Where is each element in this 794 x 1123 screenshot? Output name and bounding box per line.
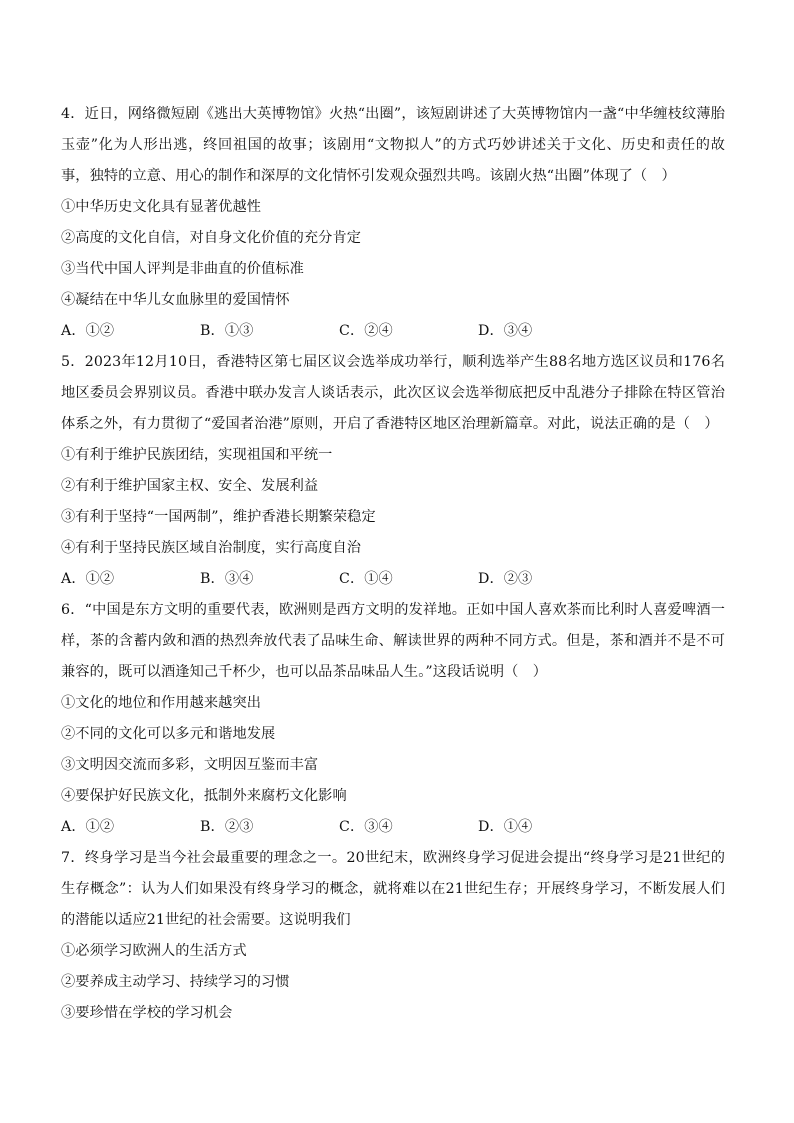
question-5 <box>61 347 725 595</box>
statement-option: ②高度的文化自信，对自身文化价值的充分肯定 <box>61 230 362 246</box>
choice-a: A．①② <box>61 323 115 339</box>
choice-d: D．②③ <box>478 571 533 587</box>
choice-c: C．①④ <box>339 571 393 587</box>
question-stem: 4．近日，网络微短剧《逃出大英博物馆》火热“出圈”，该短剧讲述了大英博物馆内一盏“中华缠枝纹薄胎玉壶”化为人形出逃，终回祖国的故事；该剧用“文物拟人”的方式巧妙讲述关于文化、历史和责任的故事，独特的立意、用心的制作和深厚的文化情怀引发观众强烈共鸣。该剧火热“出圈”体现了（ ） <box>61 106 725 184</box>
statement-option: ③有利于坚持“一国两制”，维护香港长期繁荣稳定 <box>61 509 376 525</box>
choice-b: B．③④ <box>200 571 254 587</box>
statement-option: ④要保护好民族文化，抵制外来腐朽文化影响 <box>61 788 347 804</box>
choice-d: D．③④ <box>478 323 533 339</box>
question-list <box>61 99 725 1029</box>
choice-c: C．②④ <box>339 323 393 339</box>
statement-option: ③当代中国人评判是非曲直的价值标准 <box>61 261 304 277</box>
choice-c: C．③④ <box>339 819 393 835</box>
statement-option: ②有利于维护国家主权、安全、发展利益 <box>61 478 319 494</box>
question-7 <box>61 843 725 1029</box>
choice-d: D．①④ <box>478 819 533 835</box>
statement-option: ③要珍惜在学校的学习机会 <box>61 1005 233 1021</box>
answer-choices <box>61 316 725 347</box>
statement-option: ①有利于维护民族团结，实现祖国和平统一 <box>61 447 333 463</box>
question-4 <box>61 99 725 347</box>
statement-option: ②要养成主动学习、持续学习的习惯 <box>61 974 290 990</box>
question-stem: 5．2023年12月10日，香港特区第七届区议会选举成功举行，顺利选举产生88名地方选区议员和176名地区委员会界别议员。香港中联办发言人谈话表示，此次区议会选举彻底把反中乱港分子排除在特区管治体系之外，有力贯彻了“爱国者治港”原则，开启了香港特区地区治理新篇章。对此，说法正确的是（ ） <box>61 354 725 432</box>
choice-b: B．②③ <box>200 819 254 835</box>
statement-option: ④有利于坚持民族区域自治制度，实行高度自治 <box>61 540 362 556</box>
question-stem: 7．终身学习是当今社会最重要的理念之一。20世纪末，欧洲终身学习促进会提出“终身学习是21世纪的生存概念”：认为人们如果没有终身学习的概念，就将难以在21世纪生存；开展终身学习，不断发展人们的潜能以适应21世纪的社会需要。这说明我们 <box>61 850 725 928</box>
question-stem: 6．“中国是东方文明的重要代表，欧洲则是西方文明的发祥地。正如中国人喜欢茶而比利时人喜爱啤酒一样，茶的含蓄内敛和酒的热烈奔放代表了品味生命、解读世界的两种不同方式。但是，茶和酒并不是不可兼容的，既可以酒逢知己千杯少，也可以品茶品味品人生。”这段话说明（ ） <box>61 602 725 680</box>
statement-option: ④凝结在中华儿女血脉里的爱国情怀 <box>61 292 290 308</box>
statement-option: ②不同的文化可以多元和谐地发展 <box>61 726 276 742</box>
choice-b: B．①③ <box>200 323 254 339</box>
answer-choices <box>61 812 725 843</box>
answer-choices <box>61 564 725 595</box>
statement-option: ①必须学习欧洲人的生活方式 <box>61 943 247 959</box>
statement-option: ①中华历史文化具有显著优越性 <box>61 199 262 215</box>
question-6 <box>61 595 725 843</box>
statement-option: ③文明因交流而多彩，文明因互鉴而丰富 <box>61 757 319 773</box>
statement-option: ①文化的地位和作用越来越突出 <box>61 695 262 711</box>
choice-a: A．①② <box>61 819 115 835</box>
choice-a: A．①② <box>61 571 115 587</box>
